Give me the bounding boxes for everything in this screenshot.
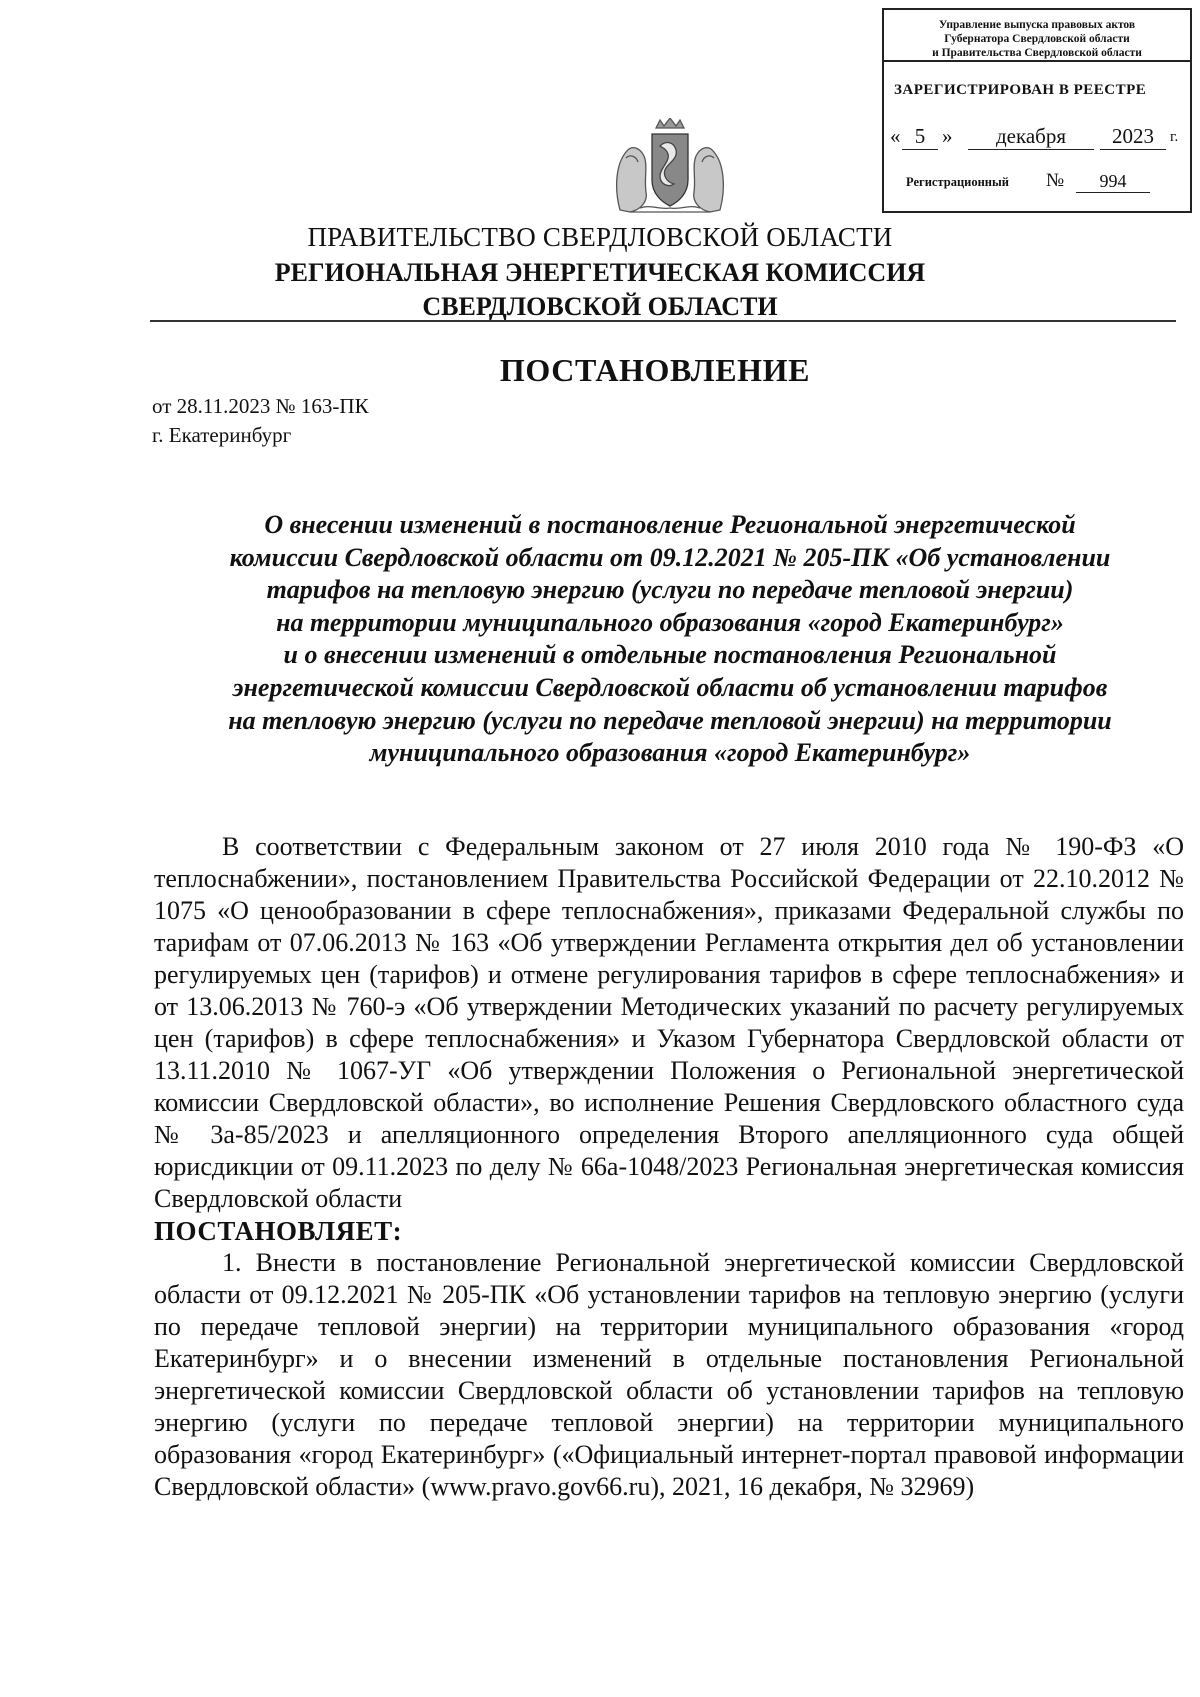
stamp-month: декабря [968,124,1094,150]
commission-title-line: РЕГИОНАЛЬНАЯ ЭНЕРГЕТИЧЕСКАЯ КОМИССИЯ [274,258,926,287]
stamp-number-sign: № [1046,170,1065,191]
header-divider [150,320,1176,322]
stamp-reg-label: Регистрационный [906,175,1009,189]
stamp-header-line: Губернатора Свердловской области [944,33,1130,45]
subject-line: тарифов на тепловую энергию (услуги по передаче тепловой энергии) [266,575,1074,605]
document-subject [150,509,1190,770]
commission-title [0,256,1200,324]
stamp-quote-close: » [942,124,953,148]
commission-title-line: СВЕРДЛОВСКОЙ ОБЛАСТИ [422,292,778,321]
subject-line: на тепловую энергию (услуги по передаче тепловой энергии) на территории [228,705,1112,735]
stamp-year: 2023 [1100,124,1166,150]
decree-word: ПОСТАНОВЛЯЕТ: [154,1216,403,1246]
stamp-registered-label: ЗАРЕГИСТРИРОВАН В РЕЕСТРЕ [894,82,1147,98]
stamp-header [884,10,1190,62]
document-city: г. Екатеринбург [152,423,292,447]
government-title: ПРАВИТЕЛЬСТВО СВЕРДЛОВСКОЙ ОБЛАСТИ [307,222,893,252]
subject-line: муниципального образования «город Екатеринбург» [369,738,971,768]
document-reference [152,392,369,450]
subject-line: О внесении изменений в постановление Региональной энергетической [264,510,1076,539]
stamp-year-suffix: г. [1170,129,1179,145]
stamp-reg-number: 994 [1076,171,1150,193]
document-type-title: ПОСТАНОВЛЕНИЕ [499,352,811,388]
item-1-paragraph: 1. Внести в постановление Региональной энергетической комиссии Свердловской области от 09.12.2021 № 205-ПК «Об установлении тарифов на тепловую энергию (услуги по передаче тепловой энергии) на территории муниципального образования «город Екатеринбург» и о внесении изменений в отдельные постановления Региональной энергетической комиссии Свердловской области об установлении тарифов на тепловую энергию (услуги по передаче тепловой энергии) на территории муниципального образования «город Екатеринбург» («Официальный интернет-портал правовой информации Свердловской области» (www.pravo.gov66.ru), 2021, 16 декабря, № 32969) [154,1248,1184,1501]
stamp-header-line: и Правительства Свердловской области [932,47,1142,59]
subject-line: на территории муниципального образования «город Екатеринбург» [276,607,1064,637]
document-body [154,831,1184,1503]
coat-of-arms-emblem [600,118,740,218]
document-date-number: от 28.11.2023 № 163-ПК [152,394,369,418]
stamp-day: 5 [902,124,938,150]
preamble-paragraph: В соответствии с Федеральным законом от 27 июля 2010 года № 190-ФЗ «О теплоснабжении», постановлением Правительства Российской Федерации от 22.10.2012 № 1075 «О ценообразовании в сфере теплоснабжения», приказами Федеральной службы по тарифам от 07.06.2013 № 163 «Об утверждении Регламента открытия дел об установлении регулируемых цен (тарифов) и отмене регулирования тарифов в сфере теплоснабжения» и от 13.06.2013 № 760-э «Об утверждении Методических указаний по расчету регулируемых цен (тарифов) в сфере теплоснабжения» и Указом Губернатора Свердловской области от 13.11.2010 № 1067-УГ «Об утверждении Положения о Региональной энергетической комиссии Свердловской области», во исполнение Решения Свердловского областного суда № 3а-85/2023 и апелляционного определения Второго апелляционного суда общей юрисдикции от 09.11.2023 по делу № 66а-1048/2023 Региональная энергетическая комиссия Свердловской области [154,832,1184,1213]
stamp-header-line: Управление выпуска правовых актов [938,19,1136,31]
stamp-quote-open: « [890,124,901,148]
subject-line: и о внесении изменений в отдельные постановления Региональной [283,640,1057,670]
subject-line: энергетической комиссии Свердловской области об установлении тарифов [232,672,1108,702]
registration-stamp [882,8,1192,213]
subject-line: комиссии Свердловской области от 09.12.2021 № 205-ПК «Об установлении [229,542,1111,572]
